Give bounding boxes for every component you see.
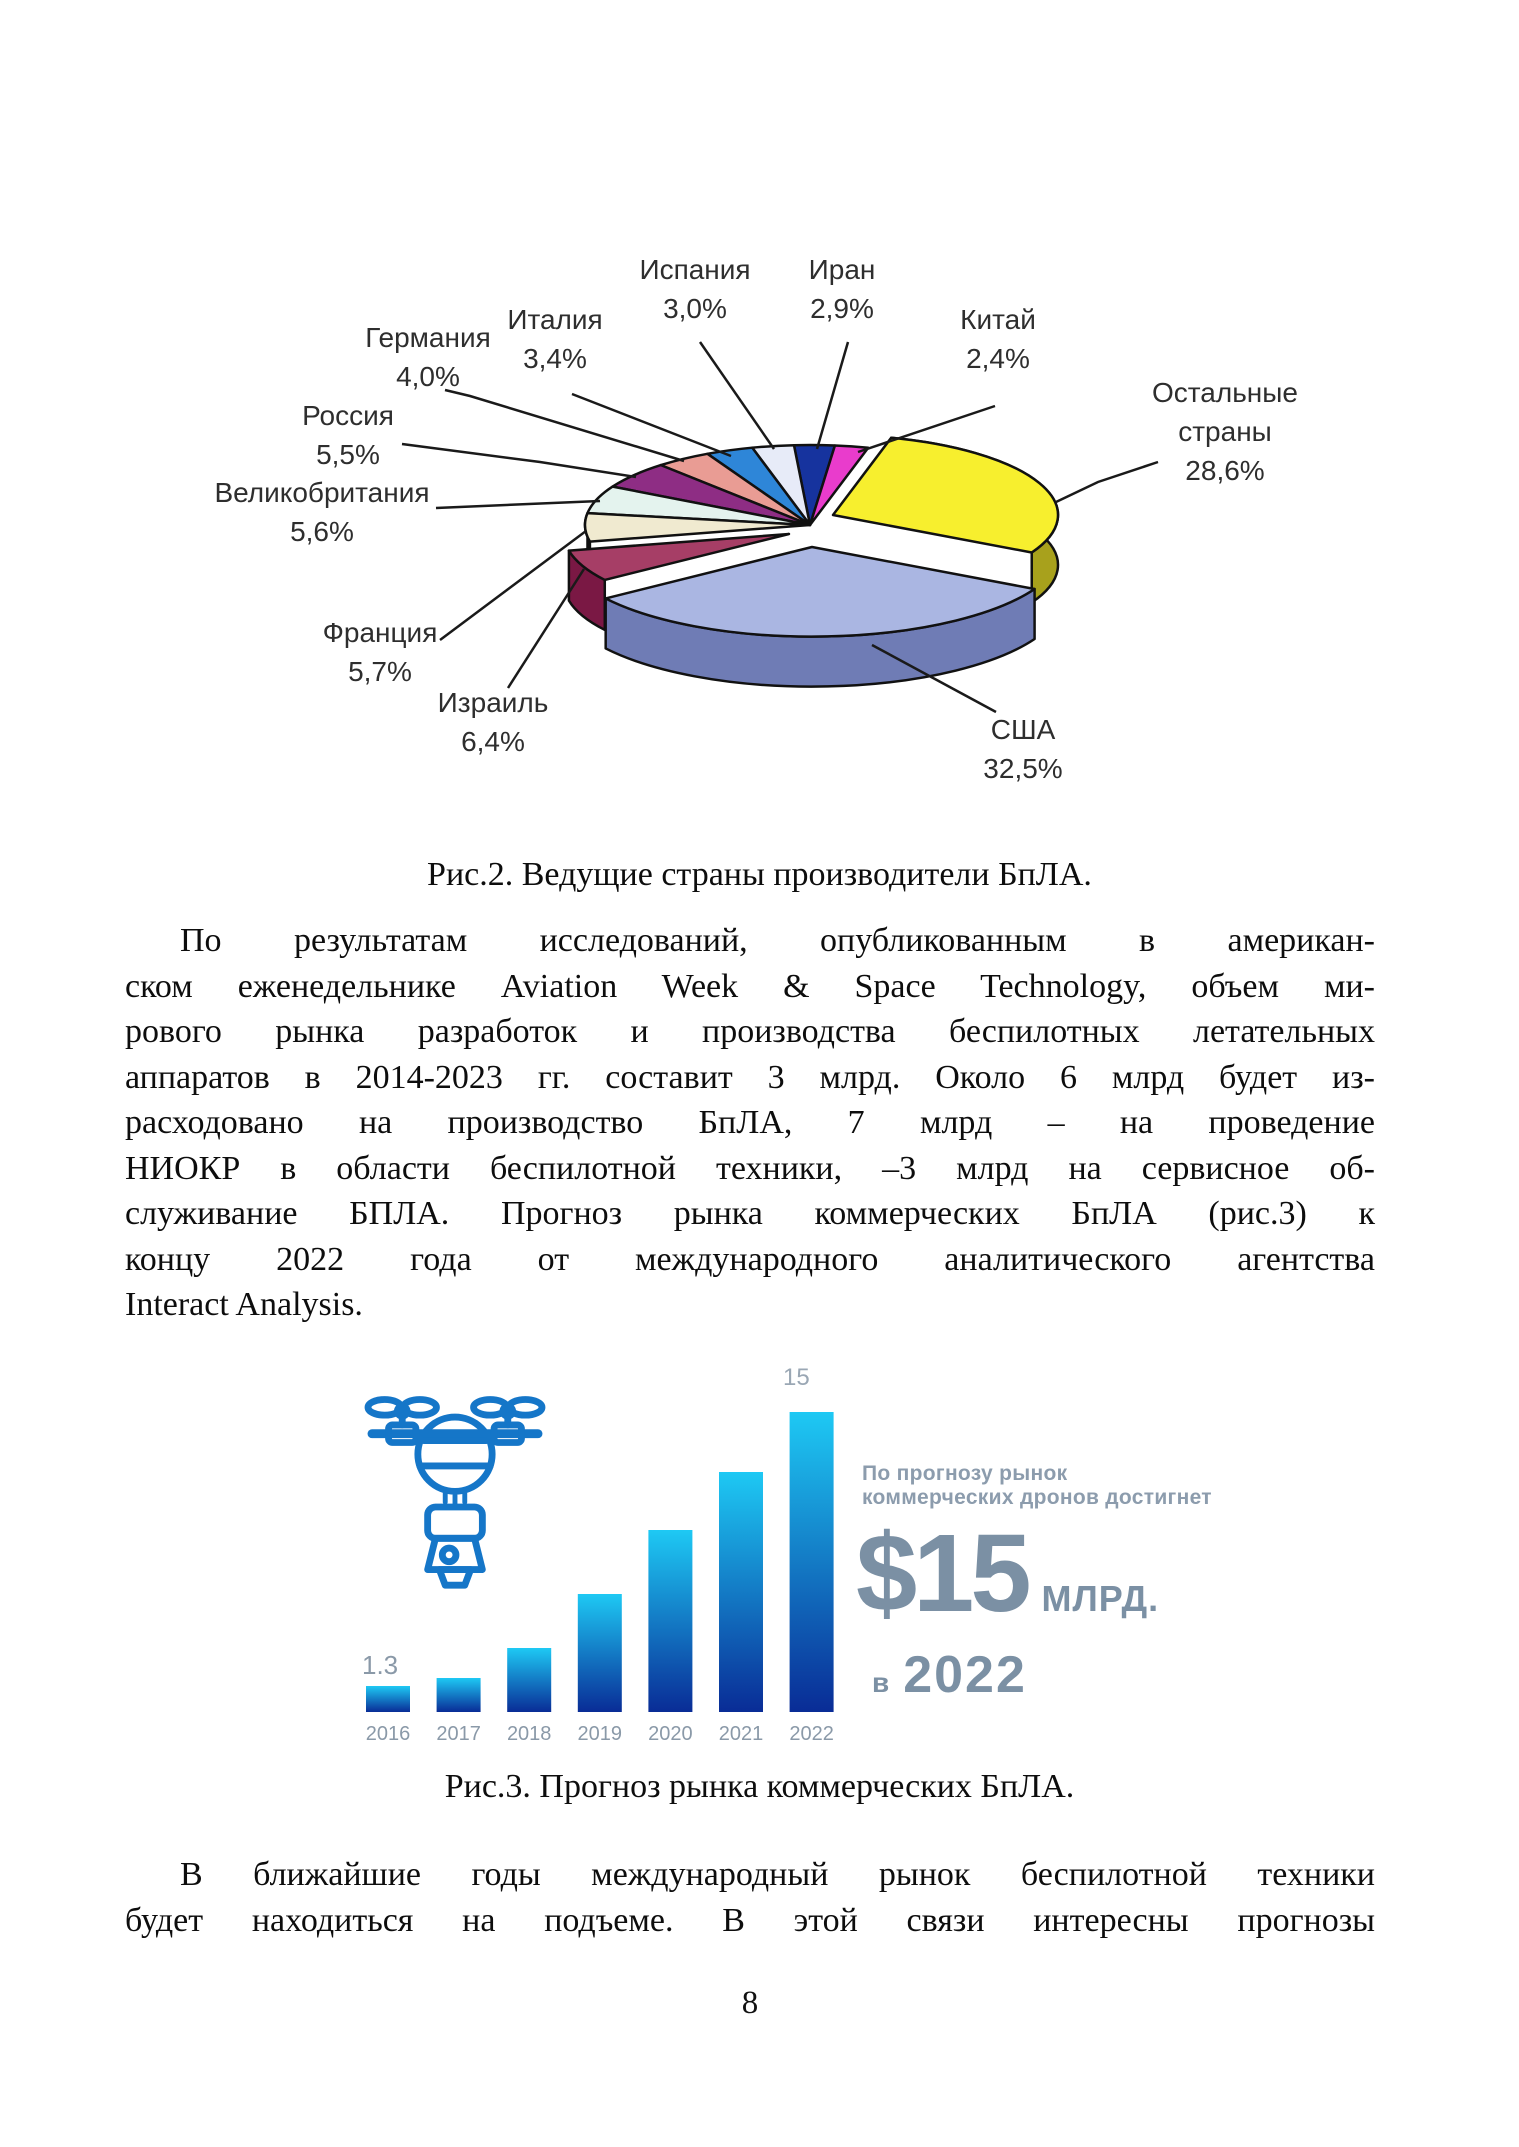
x-tick-label: 2022 bbox=[789, 1723, 834, 1745]
country-pct: 3,0% bbox=[663, 293, 727, 324]
country-name: Иран bbox=[808, 254, 876, 285]
bar-value-label-2022-cropped bbox=[783, 1364, 825, 1391]
bar-2021 bbox=[719, 1472, 763, 1712]
paragraph-2 bbox=[125, 1852, 1375, 1943]
leader-italy bbox=[572, 394, 731, 456]
country-pct: 5,7% bbox=[348, 656, 412, 687]
pie-slice-top bbox=[833, 438, 1058, 553]
bar-2017 bbox=[437, 1678, 481, 1712]
country-name: Россия bbox=[302, 400, 394, 431]
text-line: ском еженедельнике Aviation Week & Space Technology, объем ми- bbox=[125, 967, 1375, 1005]
country-name: США bbox=[990, 714, 1056, 745]
infographic-headline bbox=[862, 1462, 1222, 1510]
text-line: служивание БПЛА. Прогноз рынка коммерческих БпЛА (рис.3) к bbox=[125, 1195, 1375, 1232]
country-pct: 5,6% bbox=[290, 516, 354, 547]
infographic-amount bbox=[856, 1512, 1160, 1635]
country-pct: 2,4% bbox=[966, 343, 1030, 374]
amount-value: $15 bbox=[856, 1512, 1028, 1635]
country-name: Великобритания bbox=[214, 477, 430, 508]
text-line: концу 2022 года от международного аналитического агентства bbox=[125, 1240, 1375, 1278]
leader-israel bbox=[508, 569, 584, 688]
year-value: 2022 bbox=[903, 1646, 1027, 1704]
country-pct: 3,4% bbox=[523, 343, 587, 374]
text-line: НИОКР в области беспилотной техники, –3 млрд на сервисное об- bbox=[125, 1149, 1375, 1187]
pie-label-iran bbox=[757, 250, 927, 328]
leader-iran bbox=[817, 342, 848, 449]
x-tick-label: 2021 bbox=[718, 1723, 764, 1745]
amount-unit: МЛРД. bbox=[1041, 1578, 1160, 1619]
text-line: расходовано на производство БпЛА, 7 млрд – на проведение bbox=[125, 1104, 1375, 1141]
country-name: Китай bbox=[960, 304, 1036, 335]
pie-label-israel bbox=[408, 683, 578, 761]
pie-label-spain bbox=[610, 250, 780, 328]
text-line: рового рынка разработок и производства беспилотных летательных bbox=[125, 1013, 1375, 1050]
bar-2018 bbox=[507, 1648, 551, 1712]
country-name: Франция bbox=[322, 617, 438, 648]
pie-label-usa bbox=[938, 710, 1108, 788]
pie-slices bbox=[569, 438, 1058, 687]
country-name: Испания bbox=[639, 254, 751, 285]
country-name: Израиль bbox=[437, 687, 549, 718]
text-line: аппаратов в 2014-2023 гг. составит 3 млрд. Около 6 млрд будет из- bbox=[125, 1058, 1375, 1096]
text-line: В ближайшие годы международный рынок беспилотной техники bbox=[180, 1856, 1375, 1893]
pie-label-uk bbox=[207, 473, 437, 551]
figure-3-caption: Рис.3. Прогноз рынка коммерческих БпЛА. bbox=[444, 1768, 1075, 1805]
country-pct: 4,0% bbox=[396, 361, 460, 392]
country-name: Остальные страны bbox=[1152, 377, 1298, 447]
headline-line: По прогнозу рынок bbox=[862, 1462, 1068, 1485]
text-line: будет находиться на подъеме. В этой связи интересны прогнозы bbox=[125, 1901, 1375, 1939]
x-tick-label: 2016 bbox=[365, 1723, 411, 1745]
drone-icon bbox=[340, 1378, 570, 1593]
country-name: Германия bbox=[365, 322, 491, 353]
country-pct: 32,5% bbox=[983, 753, 1063, 784]
page-number: 8 bbox=[741, 1985, 759, 2021]
leader-uk bbox=[436, 501, 600, 508]
x-tick-label: 2020 bbox=[648, 1723, 693, 1745]
country-pct: 28,6% bbox=[1185, 455, 1265, 486]
bar-2020 bbox=[648, 1530, 692, 1712]
pie-label-russia bbox=[263, 396, 433, 474]
country-name: Италия bbox=[507, 304, 603, 335]
x-axis-labels bbox=[366, 1723, 834, 1745]
x-tick-label: 2019 bbox=[577, 1723, 623, 1745]
pie-label-rest bbox=[1140, 373, 1310, 490]
bar-value-label-2016: 1.3 bbox=[362, 1650, 399, 1680]
year-prefix: в bbox=[872, 1667, 890, 1698]
figure-2-caption: Рис.2. Ведущие страны производители БпЛА. bbox=[427, 856, 1092, 893]
bar-2022 bbox=[790, 1412, 834, 1712]
cropped-number: 15 bbox=[783, 1364, 810, 1391]
x-tick-label: 2017 bbox=[436, 1723, 481, 1745]
country-pct: 5,5% bbox=[316, 439, 380, 470]
leader-germany bbox=[445, 390, 684, 461]
headline-line: коммерческих дронов достигнет bbox=[862, 1486, 1212, 1509]
infographic-year bbox=[872, 1645, 1027, 1705]
bar-2016 bbox=[366, 1686, 410, 1712]
leader-spain bbox=[700, 342, 774, 449]
text-line: По результатам исследований, опубликованным в американ- bbox=[180, 922, 1375, 959]
country-pct: 2,9% bbox=[810, 293, 874, 324]
leader-russia bbox=[402, 444, 636, 477]
pie-label-france bbox=[295, 613, 465, 691]
x-tick-label: 2018 bbox=[506, 1723, 552, 1745]
text-line: Interact Analysis. bbox=[125, 1286, 363, 1323]
bar-2019 bbox=[578, 1594, 622, 1712]
pie-label-china bbox=[913, 300, 1083, 378]
pie-label-germany bbox=[343, 318, 513, 396]
paragraph-1 bbox=[125, 918, 1375, 1328]
country-pct: 6,4% bbox=[461, 726, 525, 757]
